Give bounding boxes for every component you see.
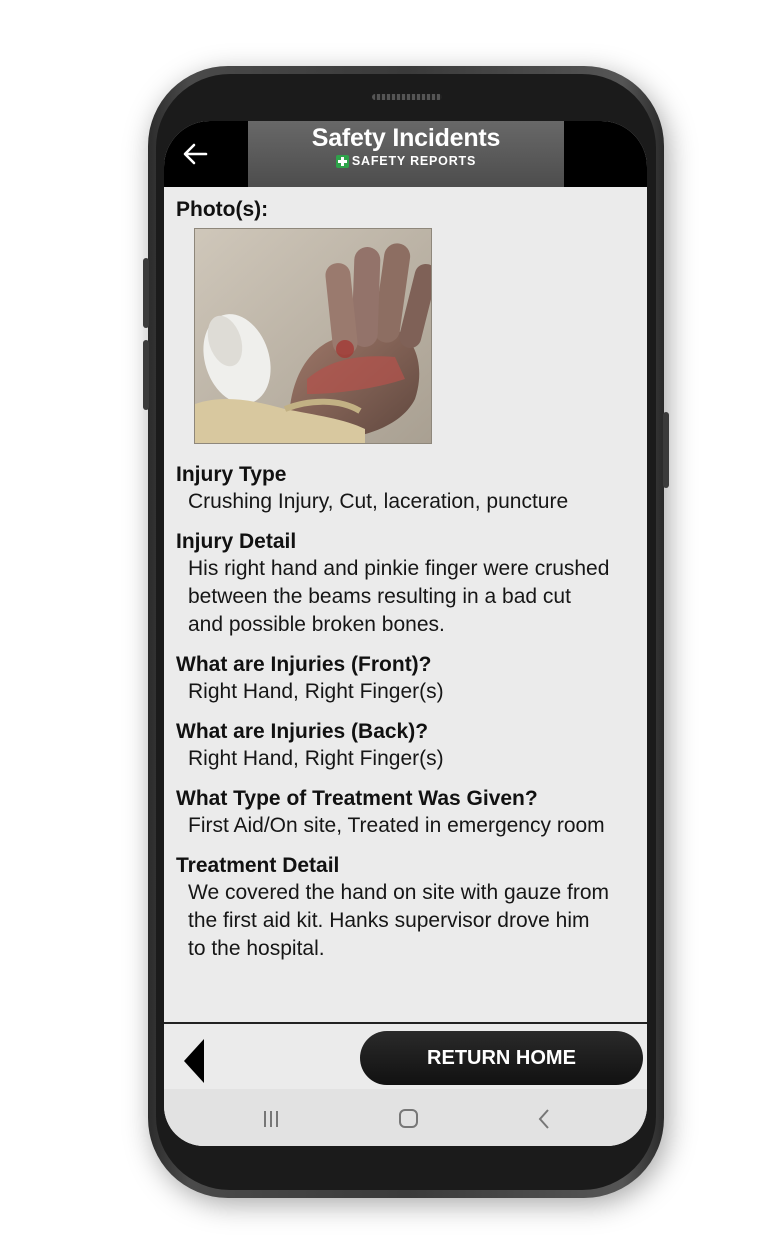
- field-label: Injury Detail: [176, 530, 297, 553]
- android-nav-bar: [164, 1089, 647, 1146]
- return-home-button[interactable]: RETURN HOME: [360, 1031, 643, 1085]
- chevron-left-icon[interactable]: [530, 1105, 560, 1133]
- volume-button: [143, 340, 149, 410]
- field-value-line: and possible broken bones.: [188, 613, 445, 636]
- field-injuries-back: [176, 719, 646, 773]
- footer-divider: [164, 1022, 647, 1024]
- field-value-line: between the beams resulting in a bad cut: [188, 585, 571, 608]
- power-button: [663, 412, 669, 488]
- screen: [164, 121, 647, 1146]
- field-injury-type: [176, 462, 646, 516]
- arrow-left-icon[interactable]: [182, 141, 208, 167]
- field-treatment-detail: [176, 853, 646, 963]
- field-value-line: the first aid kit. Hanks supervisor drove him: [188, 909, 590, 932]
- field-label: What are Injuries (Front)?: [176, 653, 432, 676]
- volume-button: [143, 258, 149, 328]
- field-value-line: We covered the hand on site with gauze from: [188, 881, 610, 904]
- field-label: Injury Type: [176, 463, 287, 486]
- page-title: Safety Incidents: [311, 124, 501, 152]
- field-label: What are Injuries (Back)?: [176, 720, 429, 743]
- field-value-line: His right hand and pinkie finger were crushed: [188, 557, 610, 580]
- field-value-line: Right Hand, Right Finger(s): [188, 680, 444, 703]
- app-logo: [336, 154, 476, 168]
- field-treatment-type: [176, 786, 646, 840]
- field-label: What Type of Treatment Was Given?: [176, 787, 538, 810]
- header-title-block: [248, 121, 564, 187]
- field-injuries-front: [176, 652, 646, 706]
- incident-details: [176, 197, 646, 976]
- photos-label: Photo(s):: [176, 198, 269, 221]
- field-value-line: Right Hand, Right Finger(s): [188, 747, 444, 770]
- field-value-line: to the hospital.: [188, 937, 325, 960]
- field-injury-detail: [176, 529, 646, 639]
- app-header: [164, 121, 647, 187]
- first-aid-cross-icon: [336, 155, 349, 168]
- field-value-line: First Aid/On site, Treated in emergency room: [188, 814, 605, 837]
- earpiece-speaker: [372, 94, 442, 100]
- app-subtitle: SAFETY REPORTS: [351, 154, 477, 168]
- home-circle-icon[interactable]: [393, 1105, 423, 1133]
- field-label: Treatment Detail: [176, 854, 340, 877]
- triangle-left-icon[interactable]: [182, 1037, 206, 1085]
- incident-photo[interactable]: [194, 228, 432, 444]
- field-value-line: Crushing Injury, Cut, laceration, puncture: [188, 490, 569, 513]
- recents-icon[interactable]: [256, 1105, 286, 1133]
- hand-photo-image: [195, 229, 431, 443]
